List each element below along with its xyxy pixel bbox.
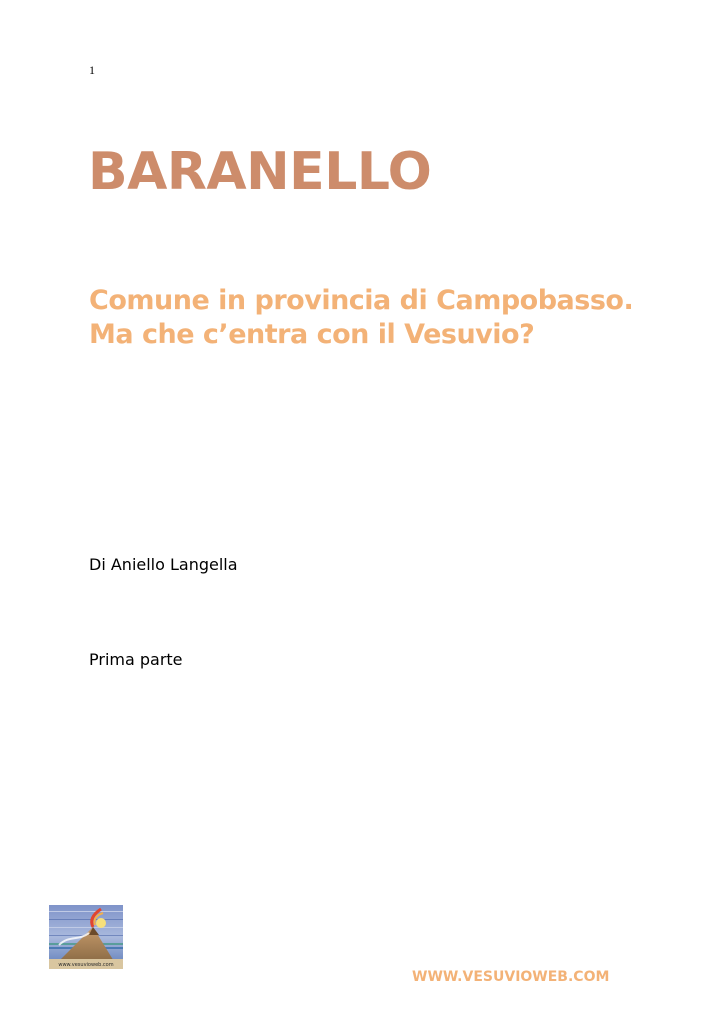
document-subtitle: [89, 284, 633, 352]
website-url[interactable]: WWW.VESUVIOWEB.COM: [412, 969, 610, 985]
page-number: 1: [89, 63, 95, 77]
subtitle-line-2: Ma che c’entra con il Vesuvio?: [89, 319, 535, 350]
part-label: Prima parte: [89, 650, 183, 669]
document-title: BARANELLO: [88, 142, 432, 202]
vesuvioweb-logo: [49, 905, 123, 969]
subtitle-line-1: Comune in provincia di Campobasso.: [89, 285, 634, 316]
author-line: Di Aniello Langella: [89, 555, 238, 574]
logo-caption: www.vesuvioweb.com: [58, 962, 114, 968]
